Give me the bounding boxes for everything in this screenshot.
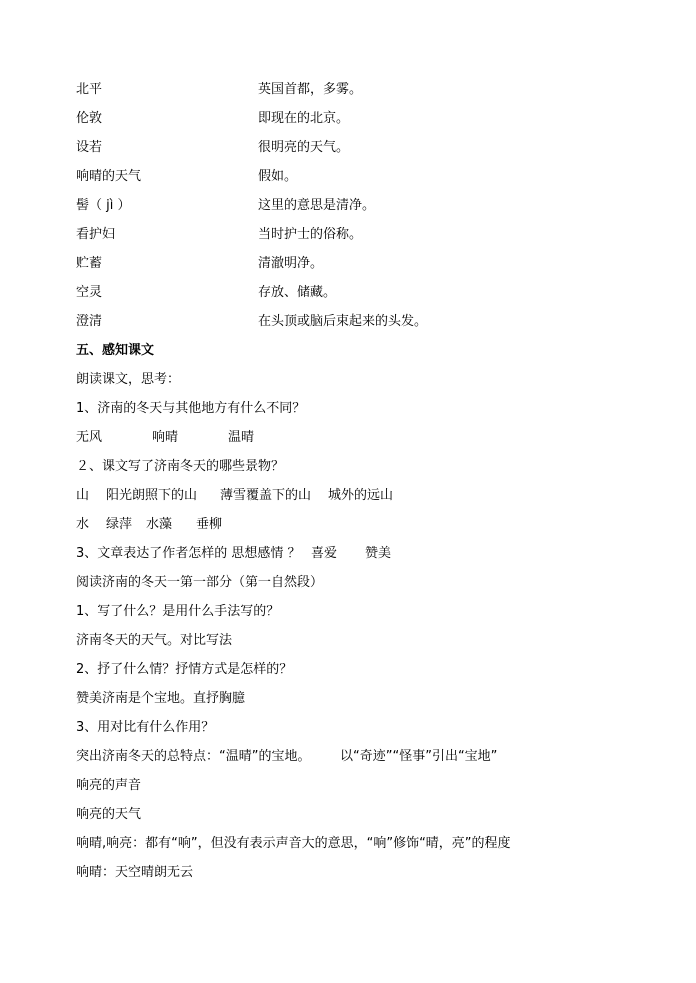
vocab-right-9: 在头顶或脑后束起来的头发。	[258, 314, 428, 329]
vocab-left-2: 伦敦	[76, 111, 103, 126]
intro-text: 朗读课文，思考：	[76, 372, 181, 387]
answer-2-item: 阳光朗照下的山	[106, 488, 198, 503]
vocab-right-4: 假如。	[258, 169, 298, 184]
answer-2-item: 城外的远山	[328, 488, 394, 503]
question-3-row	[76, 546, 391, 562]
note-1: 响亮的声音	[76, 778, 142, 793]
vocab-right-5: 这里的意思是清净。	[258, 198, 376, 213]
vocab-left-9: 澄清	[76, 314, 103, 329]
vocab-left-6: 看护妇	[76, 227, 116, 242]
question-3: 3、文章表达了作者怎样的 思想感情 ？	[76, 546, 301, 561]
vocab-right-8: 存放、储藏。	[258, 285, 337, 300]
answer-1-row	[76, 430, 254, 446]
note-4: 响晴：天空晴朗无云	[76, 865, 194, 880]
answer-3-item: 赞美	[365, 546, 392, 561]
section-heading: 五、感知课文	[76, 343, 155, 358]
answer-1-item: 温晴	[228, 430, 255, 445]
answer-2-item: 薄雪覆盖下的山	[220, 488, 312, 503]
note-2: 响亮的天气	[76, 807, 142, 822]
answer-2-item: 垂柳	[196, 517, 223, 532]
part-1-answer-2: 赞美济南是个宝地。直抒胸臆	[76, 691, 246, 706]
vocab-right-2: 即现在的北京。	[258, 111, 350, 126]
answer-3-item: 喜爱	[311, 546, 338, 561]
part-1-question-3: 3、用对比有什么作用？	[76, 720, 215, 735]
answer-1-item: 响晴	[152, 430, 179, 445]
part-1-question-2: 2、抒了什么情？抒情方式是怎样的？	[76, 662, 293, 677]
vocab-left-1: 北平	[76, 82, 103, 97]
answer-2-row-2	[76, 517, 222, 533]
vocab-left-5: 髻（ jì ）	[76, 198, 131, 213]
answer-2-item: 山	[76, 488, 90, 503]
part-1-question-1: 1、写了什么？是用什么手法写的？	[76, 604, 280, 619]
answer-2-item: 水藻	[146, 517, 173, 532]
note-3: 响晴,响亮：都有“响”，但没有表示声音大的意思，“响”修饰“晴，亮”的程度	[76, 836, 511, 851]
vocab-right-1: 英国首都，多雾。	[258, 82, 363, 97]
question-1: 1、济南的冬天与其他地方有什么不同？	[76, 401, 306, 416]
vocab-left-4: 响晴的天气	[76, 169, 142, 184]
vocab-left-8: 空灵	[76, 285, 103, 300]
answer-2-item: 绿萍	[106, 517, 133, 532]
part-1-answer-3-tail: 以“奇迹”“怪事”引出“宝地”	[340, 749, 498, 764]
answer-2-item: 水	[76, 517, 90, 532]
question-2: ２、课文写了济南冬天的哪些景物？	[76, 459, 285, 474]
part-1-answer-3: 突出济南冬天的总特点：“温晴”的宝地。	[76, 749, 311, 764]
vocab-left-3: 设若	[76, 140, 103, 155]
part-1-answer-1: 济南冬天的天气。对比写法	[76, 633, 233, 648]
answer-2-row-1	[76, 488, 393, 504]
vocab-left-7: 贮蓄	[76, 256, 103, 271]
vocab-right-6: 当时护士的俗称。	[258, 227, 363, 242]
part-1-title: 阅读济南的冬天一第一部分（第一自然段）	[76, 575, 324, 590]
answer-1-item: 无风	[76, 430, 103, 445]
part-1-answer-3-row	[76, 749, 497, 765]
vocab-right-3: 很明亮的天气。	[258, 140, 350, 155]
vocab-right-7: 清澈明净。	[258, 256, 324, 271]
